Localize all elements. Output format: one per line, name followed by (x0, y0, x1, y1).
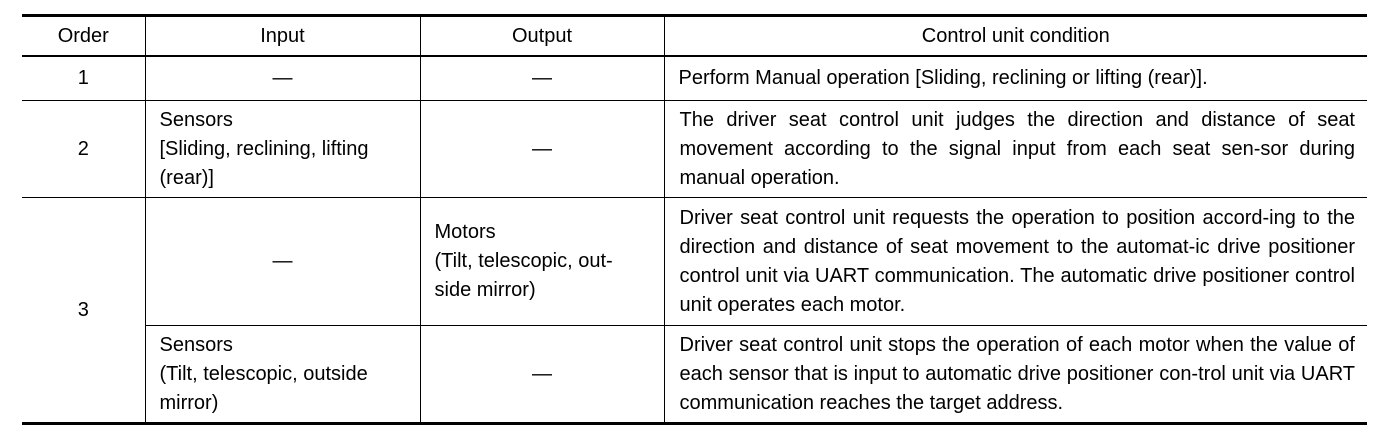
input-cell: — (145, 198, 420, 326)
condition-cell: Driver seat control unit stops the operation of each motor when the value of each sensor that is input to automatic drive positioner con-trol unit via UART communication reaches the target address. (664, 326, 1367, 424)
table-header-row (22, 16, 1367, 57)
input-cell (145, 101, 420, 198)
table-row (22, 326, 1367, 424)
output-cell: — (420, 326, 664, 424)
output-cell (420, 198, 664, 326)
output-cell: — (420, 101, 664, 198)
condition-cell: The driver seat control unit judges the direction and distance of seat movement according to the signal input from each seat sen-sor during manual operation. (664, 101, 1367, 198)
control-sequence-table (22, 14, 1367, 425)
order-cell: 2 (22, 101, 145, 198)
condition-cell: Driver seat control unit requests the operation to position accord-ing to the direction and distance of seat movement to the automat-ic drive positioner control unit via UART communication. The automatic drive positioner control unit operates each motor. (664, 198, 1367, 326)
input-cell (145, 326, 420, 424)
input-cell: — (145, 56, 420, 101)
header-output: Output (420, 16, 664, 57)
table-row (22, 56, 1367, 101)
header-control-unit-condition: Control unit condition (664, 16, 1367, 57)
table-row (22, 101, 1367, 198)
table-row (22, 198, 1367, 326)
header-input: Input (145, 16, 420, 57)
output-text: Motors (Tilt, telescopic, out- side mirror) (434, 221, 613, 301)
header-order: Order (22, 16, 145, 57)
order-cell: 1 (22, 56, 145, 101)
input-text: Sensors [Sliding, reclining, lifting (rear)] (159, 108, 369, 189)
output-cell: — (420, 56, 664, 101)
condition-cell: Perform Manual operation [Sliding, reclining or lifting (rear)]. (664, 56, 1367, 101)
order-cell: 3 (22, 198, 145, 424)
input-text: Sensors (Tilt, telescopic, outside mirror) (159, 333, 368, 414)
